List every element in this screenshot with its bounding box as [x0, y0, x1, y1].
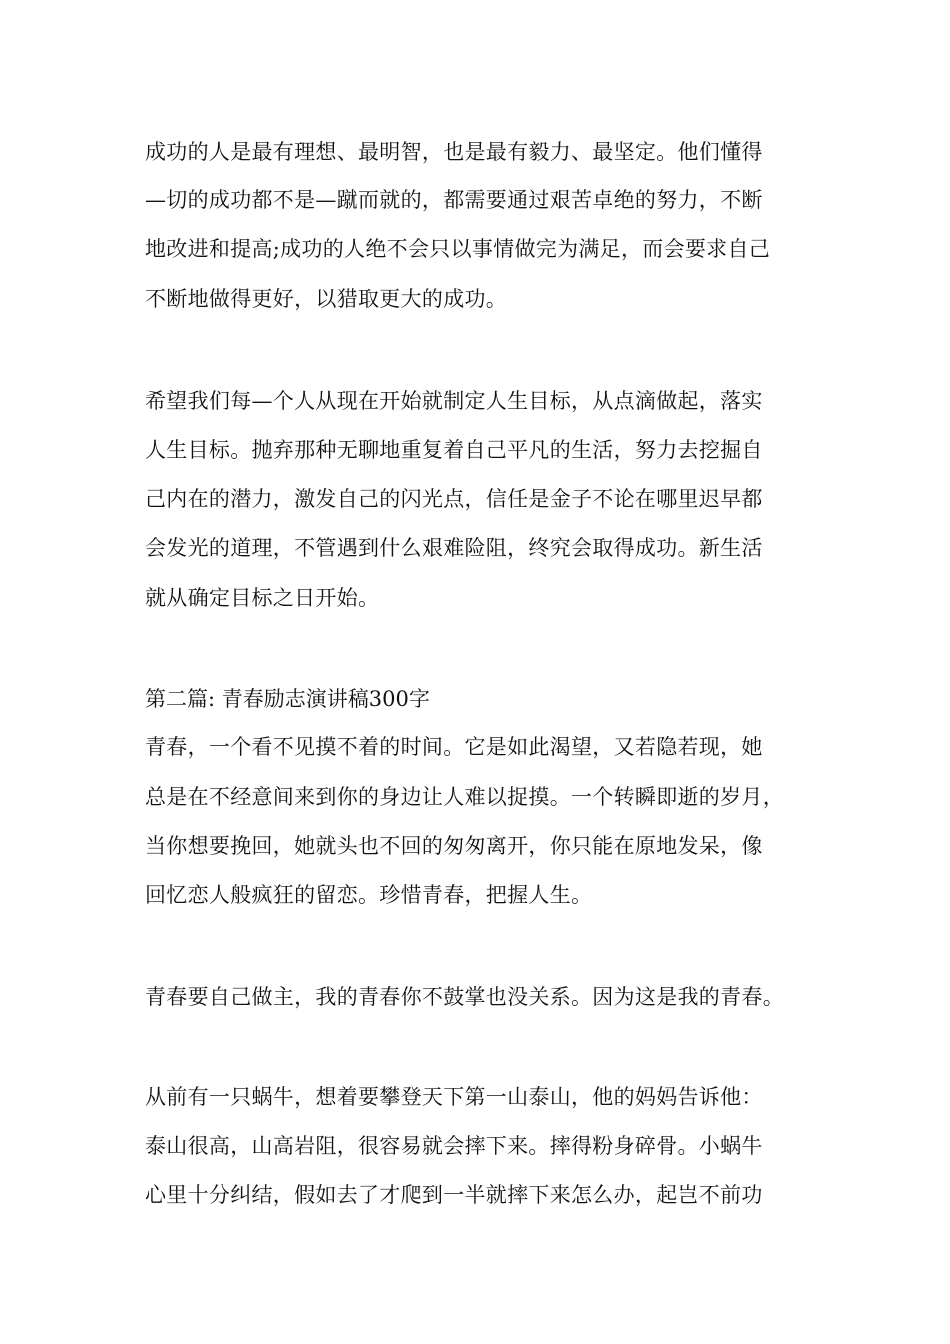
paragraph-2-line-1: 希望我们每—个人从现在开始就制定人生目标，从点滴做起，落实: [145, 389, 763, 413]
paragraph-2-line-4: 会发光的道理，不管遇到什么艰难险阻，终究会取得成功。新生活: [145, 536, 763, 560]
section-paragraph-3-line-3: 心里十分纠结，假如去了才爬到一半就摔下来怎么办，起岂不前功: [145, 1183, 763, 1207]
section-paragraph-2-line-1: 青春要自己做主，我的青春你不鼓掌也没关系。因为这是我的青春。: [145, 985, 784, 1009]
paragraph-1-line-3: 地改进和提高;成功的人绝不会只以事情做完为满足，而会要求自己: [145, 237, 771, 261]
section-paragraph-1-line-4: 回忆恋人般疯狂的留恋。珍惜青春，把握人生。: [145, 883, 593, 907]
paragraph-2-line-5: 就从确定目标之日开始。: [145, 586, 380, 610]
section-paragraph-1-line-1: 青春，一个看不见摸不着的时间。它是如此渴望，又若隐若现，她: [145, 735, 763, 759]
paragraph-1-line-4: 不断地做得更好，以猎取更大的成功。: [145, 287, 508, 311]
paragraph-2-line-2: 人生目标。抛弃那种无聊地重复着自己平凡的生活，努力去挖掘自: [145, 438, 763, 462]
paragraph-1-line-1: 成功的人是最有理想、最明智，也是最有毅力、最坚定。他们懂得: [145, 140, 763, 164]
paragraph-1-line-2: —切的成功都不是—蹴而就的，都需要通过艰苦卓绝的努力，不断: [145, 188, 763, 212]
section-heading: 第二篇: 青春励志演讲稿300字: [145, 687, 430, 711]
section-paragraph-1-line-2: 总是在不经意间来到你的身边让人难以捉摸。一个转瞬即逝的岁月，: [145, 785, 784, 809]
section-paragraph-1-line-3: 当你想要挽回，她就头也不回的匆匆离开，你只能在原地发呆，像: [145, 834, 763, 858]
section-paragraph-3-line-1: 从前有一只蜗牛，想着要攀登天下第一山泰山，他的妈妈告诉他：: [145, 1085, 763, 1109]
section-paragraph-3-line-2: 泰山很高，山高岩阻，很容易就会摔下来。摔得粉身碎骨。小蜗牛: [145, 1134, 763, 1158]
paragraph-2-line-3: 己内在的潜力，激发自己的闪光点，信任是金子不论在哪里迟早都: [145, 487, 763, 511]
